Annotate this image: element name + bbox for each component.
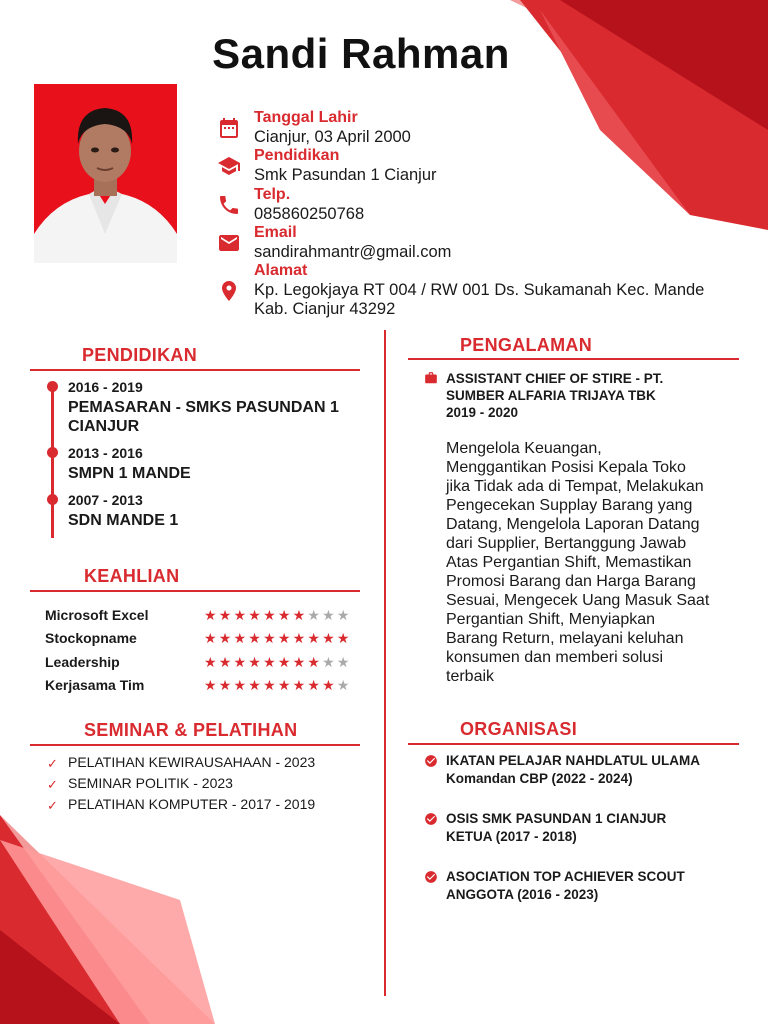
star-filled-icon: ★ [263,607,278,623]
education-label: Pendidikan [254,147,340,164]
contact-address [217,261,757,321]
education-item-school-cont: CIANJUR [68,418,140,435]
description-line: jika Tidak ada di Tempat, Melakukan [446,478,704,495]
star-filled-icon: ★ [263,630,278,646]
star-filled-icon: ★ [248,677,264,693]
skills-section-title: KEAHLIAN [84,566,180,586]
star-empty-icon: ★ [336,677,352,693]
column-divider [384,330,386,996]
birthdate-label: Tanggal Lahir [254,109,358,126]
address-line2: Kab. Cianjur 43292 [254,300,396,318]
star-filled-icon: ★ [204,607,219,623]
star-empty-icon: ★ [336,654,352,670]
star-empty-icon: ★ [336,607,352,623]
birthdate-value: Cianjur, 03 April 2000 [254,128,411,146]
organization-role: KETUA (2017 - 2018) [446,829,577,844]
organization-role: ANGGOTA (2016 - 2023) [446,887,599,902]
phone-label: Telp. [254,186,291,203]
experience-company: SUMBER ALFARIA TRIJAYA TBK [446,388,656,403]
star-filled-icon: ★ [292,677,308,693]
star-empty-icon: ★ [322,654,337,670]
star-filled-icon: ★ [277,607,293,623]
seminar-divider [30,744,360,746]
education-item-school: SMPN 1 MANDE [68,465,191,482]
check-circle-icon [424,870,438,884]
description-line: Promosi Barang dan Harga Barang [446,573,696,590]
experience-years: 2019 - 2020 [446,405,519,420]
star-filled-icon: ★ [277,677,293,693]
organization-name: OSIS SMK PASUNDAN 1 CIANJUR [446,811,667,826]
seminar-item: PELATIHAN KOMPUTER - 2017 - 2019 [68,796,316,812]
star-filled-icon: ★ [277,630,293,646]
star-filled-icon: ★ [218,607,234,623]
star-filled-icon: ★ [233,630,249,646]
organization-role: Komandan CBP (2022 - 2024) [446,771,633,786]
seminar-section-title: SEMINAR & PELATIHAN [84,720,298,740]
profile-photo [34,84,177,263]
timeline-dot [47,494,58,505]
star-filled-icon: ★ [204,654,219,670]
star-filled-icon: ★ [248,630,264,646]
education-item-years: 2016 - 2019 [68,379,143,395]
address-line1: Kp. Legokjaya RT 004 / RW 001 Ds. Sukamanah Kec. Mande [254,281,705,299]
star-empty-icon: ★ [307,607,323,623]
phone-value: 085860250768 [254,205,365,223]
star-filled-icon: ★ [322,630,337,646]
briefcase-icon [424,371,438,385]
calendar-icon [217,116,241,140]
check-circle-icon [424,812,438,826]
person-name: Sandi Rahman [212,30,510,77]
experience-description [446,439,746,686]
star-filled-icon: ★ [263,654,278,670]
graduation-cap-icon [217,154,241,178]
skill-name: Microsoft Excel [45,607,149,623]
description-line: dari Supplier, Bertanggung Jawab [446,535,687,552]
star-filled-icon: ★ [218,677,234,693]
education-timeline-line [51,386,54,538]
experience-title: ASSISTANT CHIEF OF STIRE - PT. [446,371,664,386]
location-pin-icon [217,279,241,303]
education-item-years: 2013 - 2016 [68,445,143,461]
description-line: Datang, Mengelola Laporan Datang [446,516,700,533]
star-filled-icon: ★ [218,630,234,646]
experience-section-title: PENGALAMAN [460,335,592,355]
timeline-dot [47,381,58,392]
star-filled-icon: ★ [277,654,293,670]
star-filled-icon: ★ [204,677,219,693]
description-line: Pengecekan Supplay Barang yang [446,497,693,514]
star-filled-icon: ★ [233,607,249,623]
contact-birthdate [217,108,757,148]
email-label: Email [254,224,297,241]
check-circle-icon [424,754,438,768]
education-item-years: 2007 - 2013 [68,492,143,508]
star-filled-icon: ★ [307,677,323,693]
email-value: sandirahmantr@gmail.com [254,243,452,261]
skill-rating [204,677,352,694]
organization-name: IKATAN PELAJAR NAHDLATUL ULAMA [446,753,700,768]
checkmark-icon: ✓ [47,798,58,813]
contact-email [217,223,757,263]
contact-education [217,146,757,186]
description-line: Pergantian Shift, Menyiapkan [446,611,656,628]
organization-divider [408,743,739,745]
skill-name: Stockopname [45,630,137,646]
star-filled-icon: ★ [292,607,308,623]
description-line: Menggantikan Posisi Kepala Toko [446,459,686,476]
star-empty-icon: ★ [322,607,337,623]
star-filled-icon: ★ [292,654,308,670]
seminar-item: PELATIHAN KEWIRAUSAHAAN - 2023 [68,754,316,770]
description-line: konsumen dan memberi solusi [446,649,663,666]
education-value: Smk Pasundan 1 Cianjur [254,166,437,184]
star-filled-icon: ★ [248,607,264,623]
skill-name: Kerjasama Tim [45,677,145,693]
description-line: terbaik [446,668,495,685]
seminar-item: SEMINAR POLITIK - 2023 [68,775,233,791]
skill-rating [204,654,352,671]
description-line: Mengelola Keuangan, [446,440,602,457]
star-filled-icon: ★ [233,677,249,693]
star-filled-icon: ★ [233,654,249,670]
skill-rating [204,607,352,624]
organization-section-title: ORGANISASI [460,719,578,739]
checkmark-icon: ✓ [47,777,58,792]
address-label: Alamat [254,262,308,279]
experience-divider [408,358,739,360]
education-divider [30,369,360,371]
skills-divider [30,590,360,592]
phone-icon [217,193,241,217]
organization-name: ASOCIATION TOP ACHIEVER SCOUT [446,869,685,884]
star-filled-icon: ★ [218,654,234,670]
education-item-school: PEMASARAN - SMKS PASUNDAN 1 [68,399,339,416]
star-filled-icon: ★ [292,630,308,646]
description-line: Barang Return, melayani keluhan [446,630,684,647]
contact-phone [217,185,757,225]
star-filled-icon: ★ [336,630,352,646]
star-filled-icon: ★ [307,654,323,670]
education-item-school: SDN MANDE 1 [68,512,179,529]
email-icon [217,231,241,255]
timeline-dot [47,447,58,458]
checkmark-icon: ✓ [47,756,58,771]
star-filled-icon: ★ [307,630,323,646]
star-filled-icon: ★ [263,677,278,693]
star-filled-icon: ★ [322,677,337,693]
skill-name: Leadership [45,654,120,670]
skill-rating [204,630,352,647]
description-line: Sesuai, Mengecek Uang Masuk Saat [446,592,710,609]
star-filled-icon: ★ [204,630,219,646]
education-section-title: PENDIDIKAN [82,345,198,365]
star-filled-icon: ★ [248,654,264,670]
description-line: Atas Pergantian Shift, Memastikan [446,554,692,571]
